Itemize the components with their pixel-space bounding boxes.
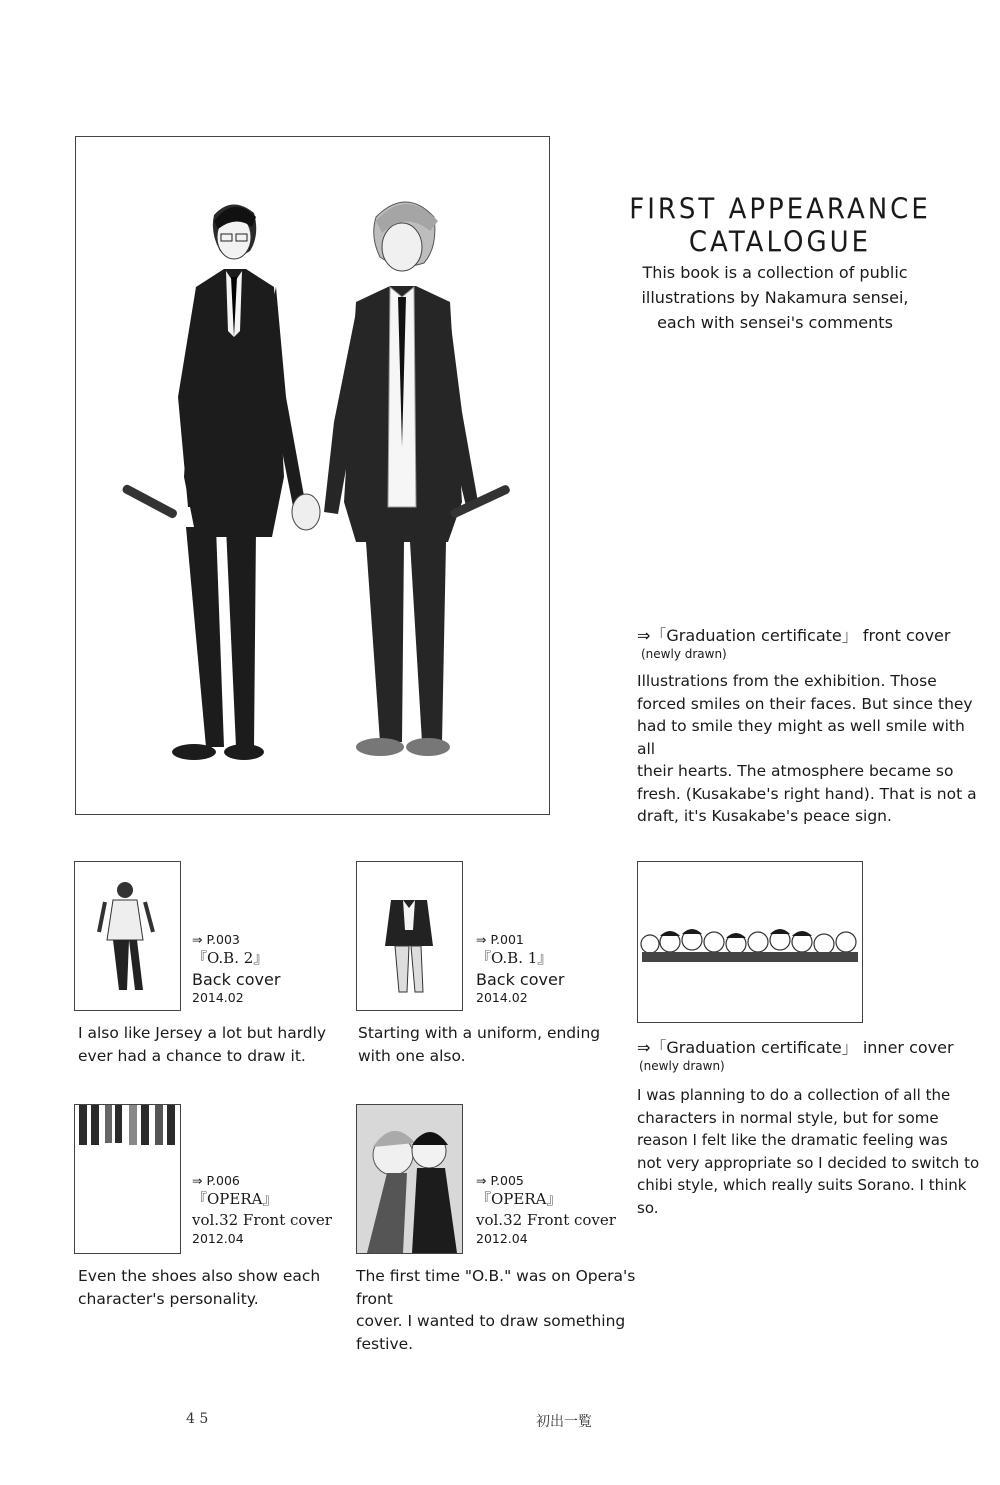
work-title: 『OPERA』: [192, 1190, 278, 1208]
joined-hands: [292, 494, 320, 530]
thumbnail-ob1: [356, 861, 463, 1011]
page-ref: ⇒ P.003: [192, 932, 240, 947]
main-entry-comment: Illustrations from the exhibition. Those forced smiles on their faces. But since they had to smile they might as well smile with all their hearts. The atmosphere became so fresh. (Kusakabe's right hand). That is not a draft, it's Kusakabe's peace sign.: [637, 672, 977, 825]
work-title: 『O.B. 1』: [476, 949, 553, 967]
main-illustration: [75, 136, 550, 815]
figure-sketch-ob1: [357, 862, 462, 1010]
work-date: 2012.04: [476, 1231, 528, 1246]
chibi-row-sketch: [638, 862, 862, 1022]
page-number: 4 5: [186, 1411, 209, 1427]
page-title: FIRST APPEARANCE CATALOGUE: [629, 193, 931, 259]
work-subtitle: vol.32 Front cover: [192, 1211, 332, 1229]
entry-ob2-meta: [192, 932, 280, 1006]
main-entry-ref: ⇒「Graduation certificate」 front cover: [637, 626, 951, 645]
main-entry: [637, 626, 987, 828]
inner-entry-sub: (newly drawn): [639, 1059, 725, 1073]
work-date: 2014.02: [192, 990, 244, 1005]
inner-entry-comment: I was planning to do a collection of all the characters in normal style, but for some reason I felt like the dramatic feeling was not very appropriate so I decided to switch to chibi style, which really suits Sorano. I think so.: [637, 1086, 980, 1217]
entry-opera2-meta: [476, 1173, 616, 1247]
work-title: 『OPERA』: [476, 1190, 562, 1208]
thumbnail-opera-legs: [74, 1104, 181, 1254]
work-subtitle: Back cover: [476, 970, 565, 989]
entry-opera1-comment: Even the shoes also show each character's personality.: [78, 1267, 321, 1308]
inner-entry: [637, 1038, 987, 1219]
entry-ob2-comment: I also like Jersey a lot but hardly ever had a chance to draw it.: [78, 1024, 327, 1065]
page-ref: ⇒ P.006: [192, 1173, 240, 1188]
legs-sketch: [75, 1105, 180, 1253]
main-entry-sub: (newly drawn): [641, 647, 727, 661]
thumbnail-opera-couple: [356, 1104, 463, 1254]
work-date: 2014.02: [476, 990, 528, 1005]
section-label: 初出一覧: [536, 1414, 592, 1430]
thumbnail-ob2: [74, 861, 181, 1011]
entry-opera2-comment: The first time "O.B." was on Opera's front cover. I wanted to draw something festive.: [356, 1267, 636, 1353]
work-title: 『O.B. 2』: [192, 949, 269, 967]
figure-sketch-ob2: [75, 862, 180, 1010]
couple-sketch: [357, 1105, 462, 1253]
entry-opera1-meta: [192, 1173, 332, 1247]
page-ref: ⇒ P.005: [476, 1173, 524, 1188]
entry-ob1-comment: Starting with a uniform, ending with one also.: [358, 1024, 601, 1065]
thumbnail-inner-cover: [637, 861, 863, 1023]
work-subtitle: Back cover: [192, 970, 281, 989]
inner-entry-ref: ⇒「Graduation certificate」 inner cover: [637, 1038, 954, 1057]
intro-text: This book is a collection of public illustrations by Nakamura sensei, each with sensei's comments: [641, 263, 909, 332]
work-subtitle: vol.32 Front cover: [476, 1211, 616, 1229]
two-students-illustration: [76, 137, 549, 814]
right-figure: [324, 202, 511, 756]
work-date: 2012.04: [192, 1231, 244, 1246]
entry-ob1-meta: [476, 932, 564, 1006]
left-figure: [121, 204, 306, 760]
page-ref: ⇒ P.001: [476, 932, 524, 947]
